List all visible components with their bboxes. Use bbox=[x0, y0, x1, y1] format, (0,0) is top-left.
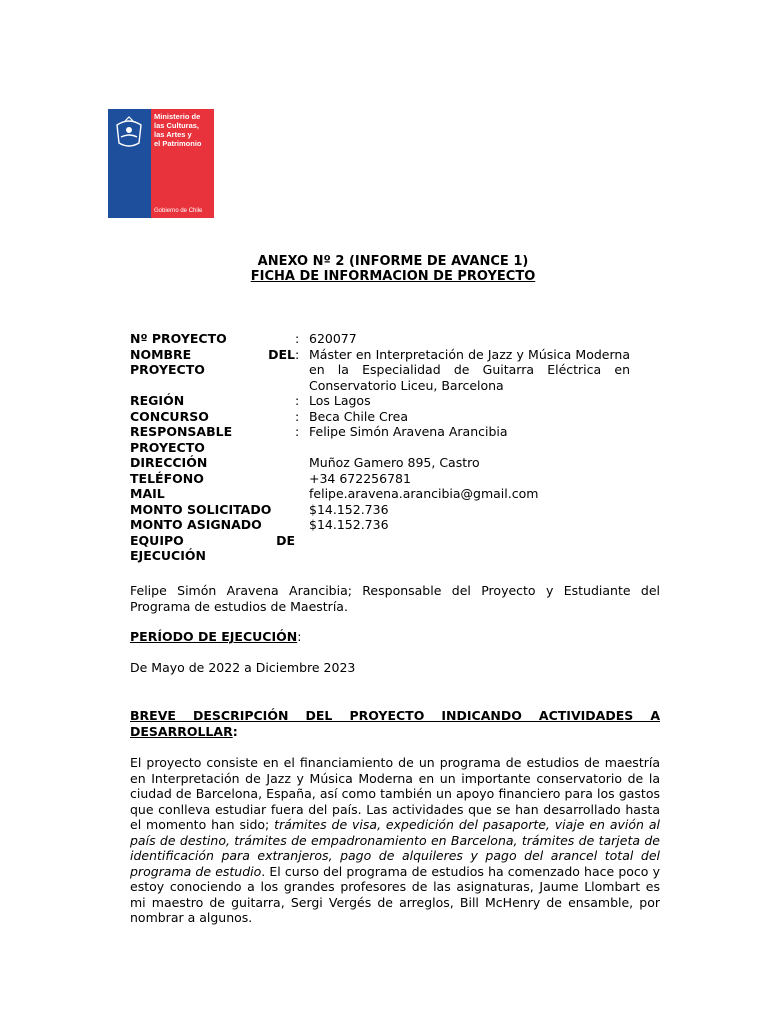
label-responsable bbox=[130, 424, 295, 455]
label-responsable-word: RESPONSABLE bbox=[130, 424, 233, 439]
equipo-paragraph: Felipe Simón Aravena Arancibia; Responsable del Proyecto y Estudiante del Programa de estudios de Maestría. bbox=[130, 583, 660, 614]
ministry-logo bbox=[108, 109, 214, 218]
info-row-proyecto bbox=[130, 331, 660, 347]
info-row-nombre bbox=[130, 347, 660, 394]
label-mail: MAIL bbox=[130, 486, 165, 501]
label-monto-solicitado: MONTO SOLICITADO bbox=[130, 501, 272, 517]
value-monto-asignado: $14.152.736 bbox=[309, 517, 389, 532]
colon: : bbox=[295, 393, 300, 408]
info-row-region bbox=[130, 393, 660, 409]
value-mail: felipe.aravena.arancibia@gmail.com bbox=[309, 486, 539, 501]
descripcion-text-part1: El proyecto consiste en el financiamiento de un programa de estudios de maestría en Interpretación de Jazz y Música Moderna en un importante conservatorio de la ciudad de Barcelona, España, así como también un apoyo financiero para los gastos que conlleva estudiar fuera del país. Las actividades que se han desarrollado hasta el momento han sido; bbox=[130, 755, 660, 832]
info-row-equipo bbox=[130, 533, 660, 564]
colon: : bbox=[295, 408, 300, 424]
colon: : bbox=[295, 424, 300, 439]
label-equipo-word: EQUIPO bbox=[130, 532, 184, 548]
info-row-telefono bbox=[130, 471, 660, 487]
logo-gobierno-text: Gobierno de Chile bbox=[154, 208, 203, 214]
value-direccion: Muñoz Gamero 895, Castro bbox=[309, 455, 480, 470]
label-proyecto-word: PROYECTO bbox=[130, 362, 205, 377]
value-concurso: Beca Chile Crea bbox=[309, 408, 408, 424]
periodo-heading bbox=[130, 629, 660, 645]
info-row-direccion bbox=[130, 455, 660, 471]
value-telefono: +34 672256781 bbox=[309, 470, 411, 486]
periodo-heading-text: PERÍODO DE EJECUCIÓN bbox=[130, 629, 298, 644]
descripcion-heading-text: BREVE DESCRIPCIÓN DEL PROYECTO INDICANDO ACTIVIDADES A DESARROLLAR bbox=[130, 708, 660, 739]
value-proyecto: 620077 bbox=[309, 331, 357, 346]
colon: : bbox=[295, 331, 300, 346]
coat-of-arms-icon bbox=[112, 115, 146, 151]
periodo-heading-colon: : bbox=[297, 629, 302, 644]
value-nombre: Máster en Interpretación de Jazz y Música Moderna en la Especialidad de Guitarra Eléctrica en Conservatorio Liceu, Barcelona bbox=[309, 346, 630, 393]
label-concurso: CONCURSO bbox=[130, 408, 209, 424]
info-row-concurso bbox=[130, 409, 660, 425]
label-direccion: DIRECCIÓN bbox=[130, 455, 208, 470]
periodo-text: De Mayo de 2022 a Diciembre 2023 bbox=[130, 660, 356, 675]
document-subtitle: FICHA DE INFORMACION DE PROYECTO bbox=[250, 269, 536, 284]
info-row-solicitado bbox=[130, 502, 660, 518]
logo-red-panel bbox=[151, 109, 214, 218]
label-equipo bbox=[130, 533, 295, 564]
info-row-responsable bbox=[130, 424, 660, 455]
label-region: REGIÓN bbox=[130, 393, 185, 408]
label-nombre bbox=[130, 347, 295, 394]
logo-blue-panel bbox=[108, 109, 151, 218]
label-telefono: TELÉFONO bbox=[130, 470, 204, 486]
label-monto-asignado: MONTO ASIGNADO bbox=[130, 517, 262, 532]
label-responsable-proyecto-word: PROYECTO bbox=[130, 439, 205, 455]
label-del-word: DEL bbox=[268, 346, 295, 362]
info-row-mail bbox=[130, 486, 660, 502]
project-info-table bbox=[130, 331, 660, 564]
descripcion-heading bbox=[130, 708, 660, 739]
label-nombre-word: NOMBRE bbox=[130, 346, 192, 362]
label-de-word: DE bbox=[276, 532, 295, 548]
logo-ministry-text: Ministerio de las Culturas, las Artes y el Patrimonio bbox=[154, 112, 202, 148]
descripcion-text-part2: . El curso del programa de estudios ha comenzado hace poco y estoy conociendo a los grandes profesores de las asignaturas, Jaume Llombart es mi maestro de guitarra, Sergi Vergés de arreglos, Bill McHenry de ensamble, por nombrar a algunos. bbox=[130, 863, 660, 925]
descripcion-heading-colon: : bbox=[232, 723, 238, 739]
colon: : bbox=[295, 346, 300, 362]
label-ejecucion-word: EJECUCIÓN bbox=[130, 548, 206, 563]
descripcion-text-italic: trámites de visa, expedición del pasaporte, viaje en avión al país de destino, trámites de empadronamiento en Barcelona, trámites de tarjeta de identificación para extranjeros, pago de alquileres y pago del arancel total del programa de estudio bbox=[130, 817, 660, 879]
value-monto-solicitado: $14.152.736 bbox=[309, 501, 389, 517]
value-region: Los Lagos bbox=[309, 393, 371, 408]
document-title: ANEXO Nº 2 (INFORME DE AVANCE 1) bbox=[257, 254, 529, 269]
label-proyecto: Nº PROYECTO bbox=[130, 331, 227, 346]
descripcion-paragraph bbox=[130, 755, 660, 926]
value-responsable: Felipe Simón Aravena Arancibia bbox=[309, 424, 508, 439]
info-row-asignado bbox=[130, 517, 660, 533]
